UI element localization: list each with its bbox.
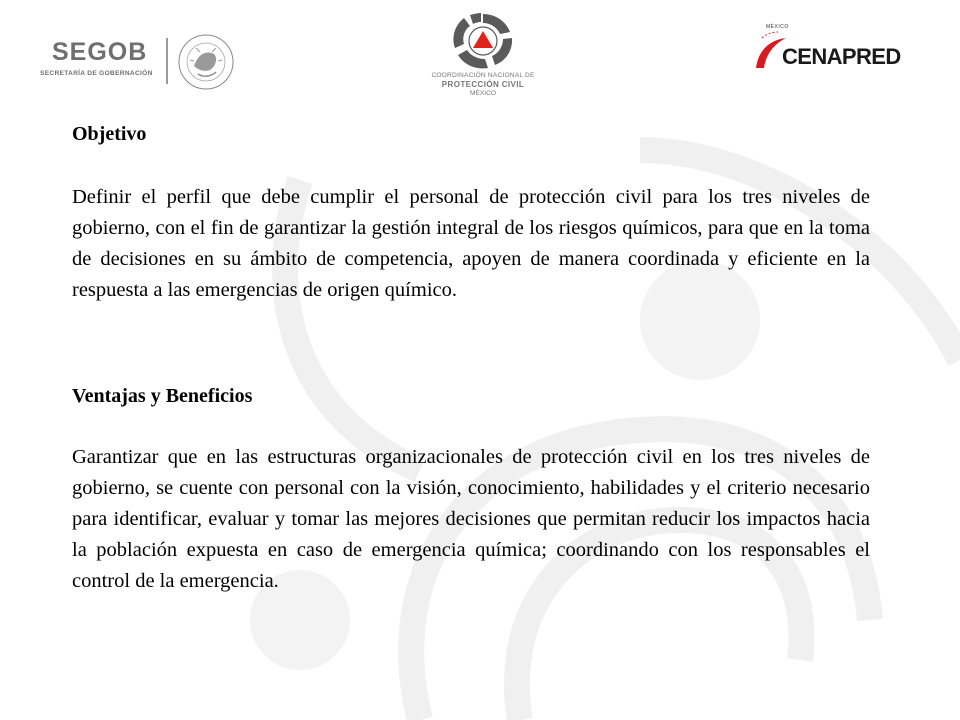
pc-logo-line3: MÉXICO (469, 90, 496, 97)
cenapred-arc-text: MÉXICO (766, 24, 789, 30)
pc-logo-line1: COORDINACIÓN NACIONAL DE (431, 72, 535, 79)
cenapred-logo (752, 22, 928, 72)
header (0, 0, 960, 110)
cenapred-logo-text: CENAPRED (782, 44, 901, 69)
section-body-ventajas: Garantizar que en las estructuras organizacionales de protección civil en los tres niveles de gobierno, se cuente con personal con la visión, conocimiento, habilidades y el criterio necesario para identificar, evaluar y tomar las mejores decisiones que permitan reducir los impactos hacia la población expuesta en caso de emergencia química; coordinando con los responsables el control de la emergencia. (72, 446, 870, 592)
pc-logo-line2: PROTECCIÓN CIVIL (441, 80, 525, 89)
segob-logo-subtitle: SECRETARÍA DE GOBERNACIÓN (40, 70, 153, 77)
section-heading-ventajas: Ventajas y Beneficios (72, 385, 253, 407)
segob-logo-text: SEGOB (52, 38, 148, 66)
proteccion-civil-emblem-icon (450, 12, 516, 70)
mexico-seal-icon (176, 32, 236, 92)
section-heading-objetivo: Objetivo (72, 123, 147, 145)
section-body-objetivo: Definir el perfil que debe cumplir el personal de protección civil para los tres niveles de gobierno, con el fin de garantizar la gestión integral de los riesgos químicos, para que en la toma de decisiones en su ámbito de competencia, apoyen de manera coordinada y eficiente en la respuesta a las emergencias de origen químico. (72, 186, 870, 301)
proteccion-civil-logo (408, 12, 558, 104)
segob-logo (38, 36, 298, 92)
segob-divider (166, 38, 168, 84)
